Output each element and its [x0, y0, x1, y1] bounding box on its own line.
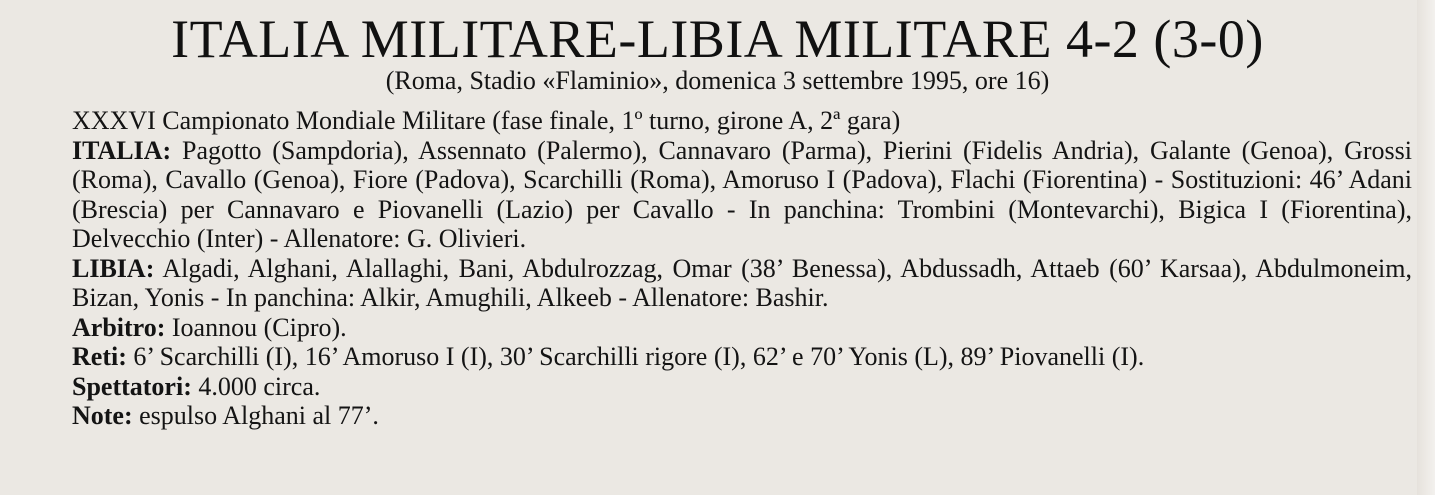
match-report [72, 106, 1412, 431]
page-edge [1417, 0, 1435, 495]
detail-goals-label: Reti: [72, 342, 127, 371]
detail-referee [72, 313, 1412, 343]
lineup-italia-text: Pagotto (Sampdoria), Assennato (Palermo), Cannavaro (Parma), Pierini (Fidelis Andria), Galante (Genoa), Grossi (Roma), Cavallo (Genoa), Fiore (Padova), Scarchilli (Roma), Amoruso I (Padova), Flachi (Fiorentina) - Sostituzioni: 46’ Adani (Brescia) per Cannavaro e Piovanelli (Lazio) per Cavallo - In panchina: Trombini (Montevarchi), Bigica I (Fiorentina), Delvecchio (Inter) - Allenatore: G. Olivieri. [72, 135, 1412, 253]
detail-goals-text: 6’ Scarchilli (I), 16’ Amoruso I (I), 30’ Scarchilli rigore (I), 62’ e 70’ Yonis (L), 89’ Piovanelli (I). [133, 342, 1145, 371]
lineup-libia-label: LIBIA: [72, 253, 155, 283]
lineup-libia [72, 254, 1412, 313]
detail-spectators-text: 4.000 circa. [198, 371, 321, 401]
match-score: 4-2 (3-0) [1065, 9, 1264, 69]
detail-spectators-label: Spettatori: [72, 371, 192, 401]
lineup-libia-text: Algadi, Alghani, Alallaghi, Bani, Abdulrozzag, Omar (38’ Benessa), Abdussadh, Attaeb (60’ Karsaa), Abdulmoneim, Bizan, Yonis - In panchina: Alkir, Amughili, Alkeeb - Allenatore: Bashir. [72, 253, 1412, 312]
match-title [0, 10, 1435, 68]
competition-line: XXXVI Campionato Mondiale Militare (fase finale, 1º turno, girone A, 2ª gara) [72, 106, 901, 135]
lineup-italia [72, 136, 1412, 254]
detail-notes-text: espulso Alghani al 77’. [139, 401, 379, 430]
detail-spectators [72, 372, 1412, 402]
match-title-teams: ITALIA MILITARE-LIBIA MILITARE [171, 9, 1052, 69]
detail-referee-label: Arbitro: [72, 312, 166, 342]
detail-notes-label: Note: [72, 401, 133, 430]
lineup-italia-label: ITALIA: [72, 135, 172, 165]
detail-goals [72, 342, 1412, 372]
match-venue-date: (Roma, Stadio «Flaminio», domenica 3 settembre 1995, ore 16) [385, 66, 1050, 95]
detail-referee-text: Ioannou (Cipro). [171, 312, 347, 342]
detail-notes [72, 401, 1412, 431]
